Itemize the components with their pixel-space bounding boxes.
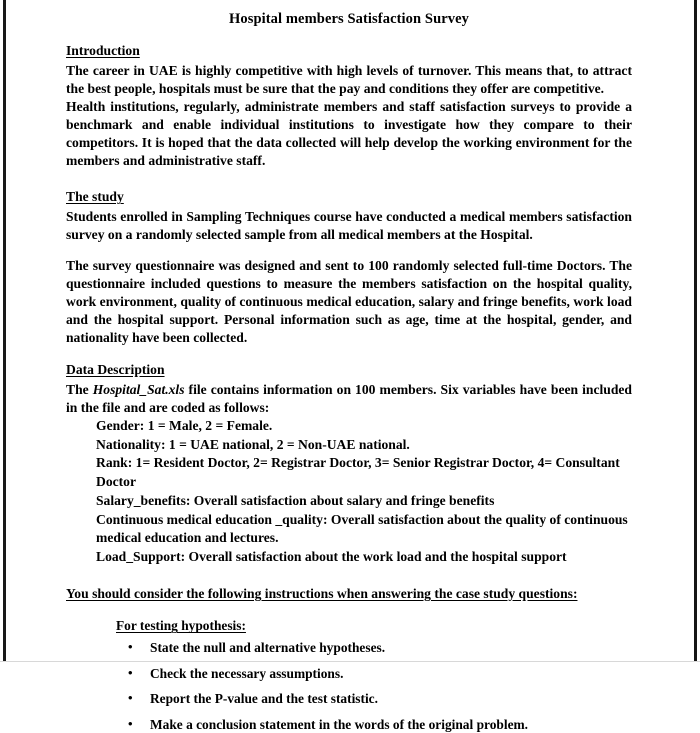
introduction-paragraph-2: Health institutions, regularly, administrate members and staff satisfaction surveys to provide a benchmark and enable individual institutions to investigate how they compare to their competitors. It is hoped that the data collected will help develop the working environment for the members and administrative staff. [66, 99, 632, 169]
page-title: Hospital members Satisfaction Survey [228, 11, 470, 27]
bullet-icon: • [128, 639, 133, 655]
testing-hypothesis-subheading-wrap [66, 617, 632, 635]
list-item [128, 690, 632, 707]
data-file-name: Hospital_Sat.xls [92, 381, 185, 397]
list-item-label: State the null and alternative hypotheses. [150, 640, 386, 656]
the-study-heading-wrap [66, 187, 632, 207]
instructions-heading-wrap [66, 584, 632, 604]
subheading-for-testing-hypothesis: For testing hypothesis: [116, 618, 246, 634]
introduction-paragraph-1: The career in UAE is highly competitive with high levels of turnover. This means that, to attract the best people, hospitals must be sure that the pay and conditions they offer are competitive. [66, 62, 632, 96]
instruction-bullet-list [66, 639, 632, 733]
the-study-paragraph-1: Students enrolled in Sampling Techniques course have conducted a medical members satisfaction survey on a randomly selected sample from all medical members at the Hospital. [66, 208, 632, 242]
list-item [128, 639, 632, 656]
list-item-label: Report the P-value and the test statistic. [150, 691, 378, 707]
spacer [66, 28, 632, 41]
list-item: Load_Support: Overall satisfaction about the work load and the hospital support [96, 549, 567, 565]
section-heading-the-study: The study [66, 189, 124, 205]
section-heading-introduction: Introduction [66, 43, 140, 59]
data-description-intro-suffix: file contains information on 100 members. Six variables have been included in the file and are coded as follows: [66, 381, 632, 415]
section-heading-data-description: Data Description [66, 362, 165, 378]
bullet-icon: • [128, 690, 133, 706]
bullet-icon: • [128, 715, 133, 731]
introduction-heading-wrap [66, 41, 632, 61]
list-item: Salary_benefits: Overall satisfaction about salary and fringe benefits [96, 492, 495, 508]
data-description-intro [66, 381, 632, 417]
the-study-paragraph-2: The survey questionnaire was designed and sent to 100 randomly selected full-time Doctors. The questionnaire included questions to measure the members satisfaction on the hospital quality, work environment, quality of continuous medical education, salary and fringe benefits, work load and the hospital support. Personal information such as age, time at the hospital, gender, and nationality have been collected. [66, 257, 632, 346]
list-item [128, 665, 632, 682]
list-item: Continuous medical education _quality: Overall satisfaction about the quality of continuous medical education and lectures. [96, 511, 628, 546]
spacer [66, 244, 632, 257]
list-item: Gender: 1 = Male, 2 = Female. [96, 417, 273, 433]
list-item-label: Make a conclusion statement in the words of the original problem. [150, 716, 529, 732]
spacer [66, 170, 632, 187]
data-description-heading-wrap [66, 360, 632, 380]
spacer [66, 347, 632, 360]
variable-list [66, 417, 632, 567]
section-heading-instructions: You should consider the following instructions when answering the case study questions: [66, 585, 578, 601]
list-item-label: Check the necessary assumptions. [150, 665, 344, 681]
list-item: Rank: 1= Resident Doctor, 2= Registrar Doctor, 3= Senior Registrar Doctor, 4= Consultant Doctor [96, 455, 620, 490]
spacer [66, 567, 632, 584]
spacer [66, 604, 632, 617]
data-description-intro-prefix: The [66, 381, 93, 397]
list-item: Nationality: 1 = UAE national, 2 = Non-UAE national. [96, 436, 410, 452]
list-item [128, 716, 632, 733]
bullet-icon: • [128, 664, 133, 680]
